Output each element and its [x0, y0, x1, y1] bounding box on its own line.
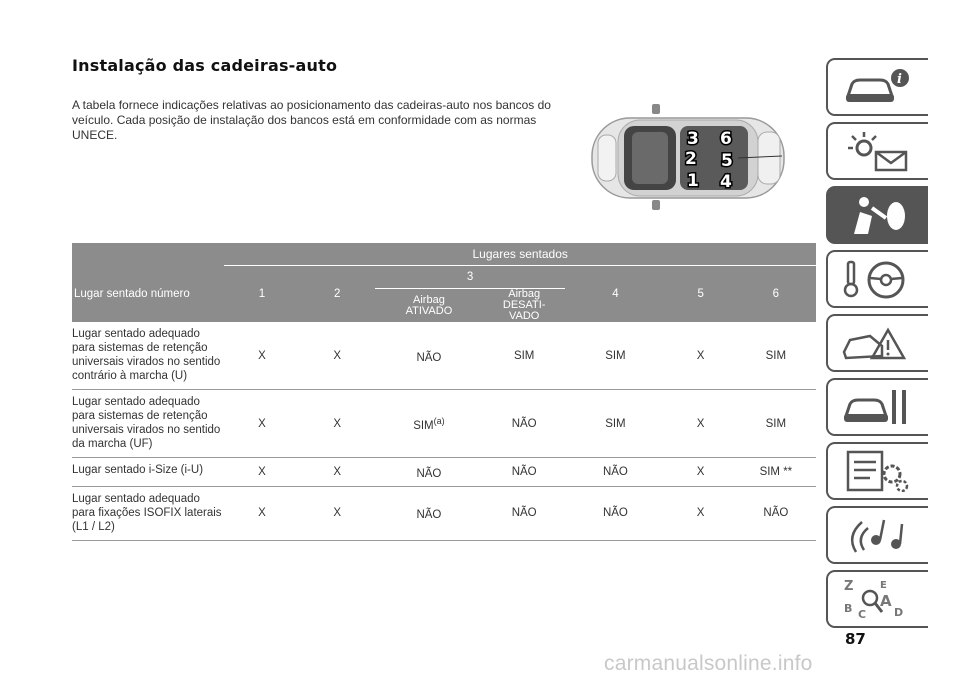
cell: NÃO [565, 486, 665, 540]
cell: X [300, 322, 375, 390]
cell: X [300, 458, 375, 487]
table-row [72, 486, 816, 540]
tab-emergency[interactable] [826, 314, 928, 372]
cell: SIM [736, 322, 816, 390]
specs-gears-icon [842, 450, 912, 492]
watermark: carmanualsonline.info [604, 652, 813, 675]
intro-paragraph: A tabela fornece indicações relativas ao posicionamento das cadeiras-auto nos bancos do veículo. Cada posição de instalação dos bancos está em conformidade com as normas UNECE. [72, 98, 551, 142]
tab-index[interactable] [826, 570, 928, 628]
cell: X [666, 322, 736, 390]
cell: X [666, 390, 736, 458]
car-tools-icon [842, 386, 912, 428]
page-number: 87 [845, 630, 866, 648]
cell: SIM [565, 322, 665, 390]
seat-number-1: 1 [687, 171, 699, 191]
cell: NÃO [483, 458, 565, 487]
key-steering-wheel-icon [842, 258, 912, 300]
alphabetical-index-icon [842, 578, 912, 620]
svg-text:C: C [858, 608, 867, 620]
tab-multimedia[interactable] [826, 506, 928, 564]
row-label: Lugar sentado adequado para sistemas de retenção universais virados no sentido contrário à marcha (U) [72, 322, 224, 390]
cell: X [300, 486, 375, 540]
row-label: Lugar sentado i-Size (i-U) [72, 458, 224, 487]
car-seat-diagram [588, 100, 788, 212]
seat-number-6: 6 [720, 129, 732, 149]
cell: NÃO [375, 322, 483, 390]
car-warning-icon [842, 322, 912, 364]
footnote-marker: (a) [433, 415, 445, 426]
tab-dashboard-lights[interactable] [826, 122, 928, 180]
seat-number-3: 3 [687, 129, 699, 149]
page-title: Instalação das cadeiras-auto [72, 56, 338, 75]
svg-text:Z: Z [844, 579, 854, 594]
cell: SIM ** [736, 458, 816, 487]
seat-number-2: 2 [685, 149, 697, 169]
cell: NÃO [483, 390, 565, 458]
cell: SIM [736, 390, 816, 458]
tab-technical-data[interactable] [826, 442, 928, 500]
col-header-3: 3 [375, 266, 566, 289]
cell: SIM [565, 390, 665, 458]
cell: X [300, 390, 375, 458]
cell: X [224, 458, 299, 487]
group-header: Lugares sentados [224, 243, 816, 266]
multimedia-note-icon [842, 514, 912, 556]
row-header: Lugar sentado número [72, 266, 224, 323]
col-header-4: 4 [565, 266, 665, 323]
cell: X [666, 486, 736, 540]
seat-airbag-safety-icon [842, 194, 912, 236]
col-header-5: 5 [666, 266, 736, 323]
svg-text:D: D [894, 606, 904, 619]
svg-text:E: E [880, 580, 887, 591]
tab-car-info[interactable] [826, 58, 928, 116]
tab-maintenance[interactable] [826, 378, 928, 436]
seat-number-4: 4 [720, 172, 732, 192]
cell: NÃO [736, 486, 816, 540]
cell: X [224, 390, 299, 458]
dashboard-lights-mail-icon [842, 130, 912, 172]
svg-text:i: i [897, 72, 902, 87]
cell: NÃO [483, 486, 565, 540]
cell: SIM [483, 322, 565, 390]
cell: X [224, 486, 299, 540]
tab-safety[interactable] [826, 186, 928, 244]
cell: X [666, 458, 736, 487]
col-header-1: 1 [224, 266, 299, 323]
table-row [72, 322, 816, 390]
cell: SIM$^{(a)}$ [375, 390, 483, 458]
cell: NÃO [375, 486, 483, 540]
tab-starting-driving[interactable] [826, 250, 928, 308]
col-header-6: 6 [736, 266, 816, 323]
svg-text:A: A [880, 592, 892, 610]
seat-number-5: 5 [721, 151, 733, 171]
col-header-3-airbag-on: Airbag ATIVADO [375, 289, 483, 323]
child-seat-table [72, 243, 816, 541]
car-info-icon [842, 66, 912, 108]
cell: NÃO [375, 458, 483, 487]
row-label: Lugar sentado adequado para fixações ISOFIX laterais (L1 / L2) [72, 486, 224, 540]
svg-text:B: B [844, 602, 853, 615]
table-row [72, 458, 816, 487]
table-row [72, 390, 816, 458]
col-header-3-airbag-off: Airbag DESATI-VADO [483, 289, 565, 323]
col-header-2: 2 [300, 266, 375, 323]
cell: X [224, 322, 299, 390]
cell: NÃO [565, 458, 665, 487]
row-label: Lugar sentado adequado para sistemas de retenção universais virados no sentido da marcha (UF) [72, 390, 224, 458]
